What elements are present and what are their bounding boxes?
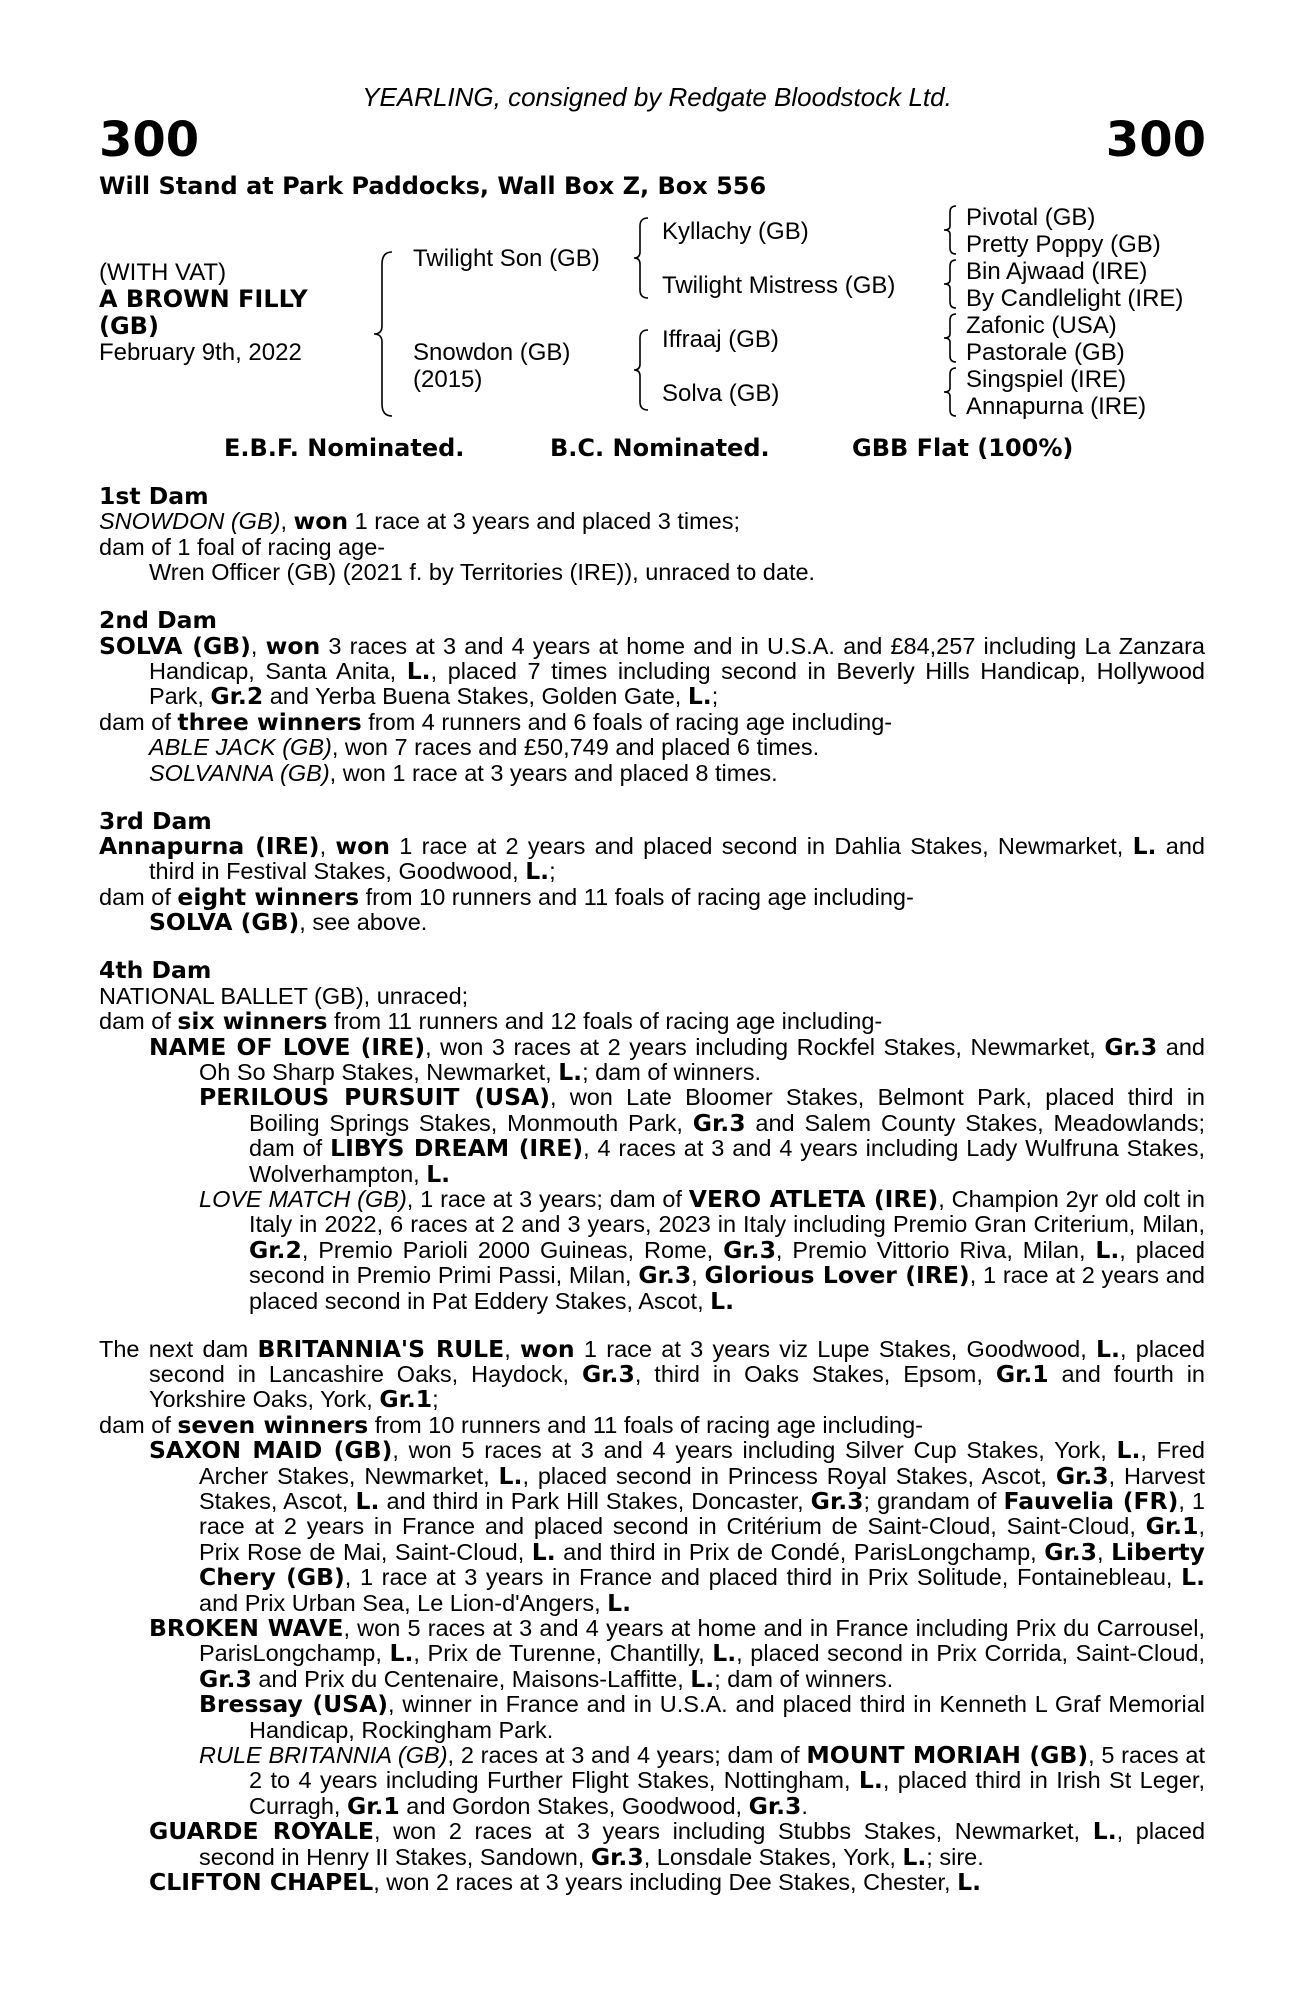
text-run: , placed 7 times including second in Beverly Hills Handicap, Hollywood Park, — [149, 658, 1205, 710]
text-run: , Fred Archer Stakes, Newmarket, — [199, 1437, 1205, 1489]
family-entry — [99, 1692, 1205, 1743]
text-run: , placed second in Princess Royal Stakes, Ascot, — [522, 1462, 1056, 1489]
text-run: , — [250, 632, 266, 659]
lot-number-left: 300 — [99, 112, 200, 168]
nomination-bc: B.C. Nominated. — [550, 434, 770, 462]
text-run: and third in Park Hill Stakes, Doncaster, — [379, 1488, 811, 1514]
pedigree-g4-3: Bin Ajwaad (IRE) — [966, 258, 1148, 285]
family-entry — [99, 707, 1205, 736]
pedigree-g4-4: By Candlelight (IRE) — [966, 285, 1184, 312]
bold-text: VERO ATLETA (IRE) — [688, 1184, 939, 1213]
text-run: , see above. — [299, 909, 428, 936]
bold-text: Gr.3 — [810, 1487, 864, 1515]
bold-text: Gr.3 — [692, 1108, 746, 1137]
family-entry — [99, 834, 1205, 885]
text-run: , Champion 2yr old colt in Italy in 2022, 6 races at 2 and 3 years, 2023 in Italy including Premio Gran Criterium, Milan, — [249, 1185, 1205, 1238]
text-run: from 10 runners and 11 foals of racing age including- — [359, 883, 914, 910]
bold-text: Gr.2 — [249, 1235, 302, 1264]
text-run: ; grandam of — [863, 1488, 1004, 1514]
text-run: , placed second in Lancashire Oaks, Haydock, — [149, 1335, 1206, 1387]
family-entry — [99, 560, 1205, 585]
bold-text: L. — [531, 1537, 556, 1566]
text-run: ; — [711, 683, 719, 710]
family-entry — [99, 735, 1205, 760]
bold-text: SOLVA (GB) — [149, 908, 300, 937]
bold-text: Gr.3 — [723, 1235, 776, 1264]
bold-text: Gr.1 — [346, 1791, 400, 1820]
dam-family-text — [99, 484, 1205, 1896]
dam-section — [99, 1334, 1206, 1897]
text-run: and third in Prix de Condé, ParisLongchamp, — [555, 1538, 1045, 1565]
text-run: ; dam of winners. — [714, 1665, 894, 1692]
bold-text: Gr.3 — [582, 1359, 635, 1388]
text-run: and Gordon Stakes, Goodwood, — [399, 1792, 749, 1819]
text-run: , — [504, 1335, 521, 1362]
bold-text: Gr.1 — [379, 1385, 433, 1414]
text-run: , Prix de Turenne, Chantilly, — [413, 1640, 713, 1667]
text-run: , Premio Parioli 2000 Guineas, Rome, — [301, 1236, 724, 1263]
pedigree-g4-5: Zafonic (USA) — [966, 312, 1117, 339]
text-run: . — [801, 1792, 808, 1819]
text-run: , won 5 races at 3 and 4 years including Silver Cup Stakes, York, — [392, 1437, 1117, 1464]
bold-text: L. — [558, 1057, 583, 1086]
text-run: , 1 race at 3 years; dam of — [406, 1185, 689, 1212]
bold-text: L. — [389, 1639, 414, 1668]
bold-text: L. — [1096, 1334, 1120, 1363]
bold-text: L. — [426, 1159, 451, 1188]
bold-text: eight winners — [177, 882, 360, 911]
bold-text: L. — [355, 1487, 380, 1515]
nomination-ebf: E.B.F. Nominated. — [224, 434, 465, 462]
family-entry — [99, 1032, 1205, 1086]
dam-section — [99, 806, 1205, 937]
text-run: , 5 races at 2 to 4 years including Further Flight Stakes, Nottingham, — [249, 1742, 1205, 1794]
pedigree-g4-2: Pretty Poppy (GB) — [966, 231, 1161, 258]
pedigree-bracket-g4-1 — [940, 204, 960, 256]
text-run: ; — [549, 858, 556, 885]
dam-section — [99, 608, 1205, 786]
text-run: from 4 runners and 6 foals of racing age including- — [361, 708, 893, 735]
pedigree-dam-dam: Solva (GB) — [662, 380, 780, 407]
bold-text: SAXON MAID (GB) — [149, 1436, 393, 1465]
foaling-date: February 9th, 2022 — [99, 339, 302, 366]
family-entry — [99, 535, 1205, 560]
pedigree-sire: Twilight Son (GB) — [413, 245, 600, 272]
text-run: NATIONAL BALLET (GB), unraced; — [99, 982, 469, 1009]
family-entry — [99, 1616, 1205, 1692]
text-run: , won 7 races and £50,749 and placed 6 times. — [331, 734, 820, 761]
bold-text: L. — [1116, 1436, 1141, 1465]
text-run: and Prix Urban Sea, Le Lion-d'Angers, — [199, 1589, 608, 1616]
dam-section — [99, 958, 1205, 1314]
subject-title-line2: (GB) — [99, 312, 159, 340]
text-run: The next dam — [99, 1335, 258, 1362]
bold-text: GUARDE ROYALE — [149, 1817, 374, 1846]
text-run: from 10 runners and 11 foals of racing age including- — [368, 1411, 923, 1438]
pedigree-g4-6: Pastorale (GB) — [966, 339, 1125, 366]
pedigree-bracket-gen1 — [368, 250, 398, 418]
text-run: , Prix Rose de Mai, Saint-Cloud, — [199, 1513, 1205, 1565]
text-run: and fourth in Yorkshire Oaks, York, — [149, 1360, 1205, 1413]
bold-text: Gr.3 — [638, 1261, 692, 1290]
bold-text: MOUNT MORIAH (GB) — [806, 1741, 1089, 1770]
text-run: and third in Festival Stakes, Goodwood, — [149, 833, 1205, 885]
text-run: , placed second in Henry II Stakes, Sandown, — [199, 1818, 1206, 1870]
text-run: , won 2 races at 3 years including Stubbs Stakes, Newmarket, — [373, 1818, 1093, 1845]
text-run: dam of — [99, 1008, 178, 1035]
subject-title-line1: A BROWN FILLY — [99, 285, 308, 313]
bold-text: Gr.1 — [995, 1359, 1049, 1388]
bold-text: six winners — [177, 1007, 328, 1036]
family-entry — [99, 1085, 1205, 1187]
text-run: , won Late Bloomer Stakes, Belmont Park, placed third in Boiling Springs Stakes, Monmouth Park, — [249, 1084, 1205, 1136]
family-entry — [99, 509, 1205, 534]
bold-text: L. — [1092, 1817, 1117, 1846]
text-run: 3 races at 3 and 4 years at home and in U.S.A. and £84,257 including La Zanzara Handicap, Santa Anita, — [149, 632, 1205, 685]
text-run: 1 race at 2 years and placed second in Dahlia Stakes, Newmarket, — [389, 833, 1133, 860]
text-run: , 1 race at 3 years in France and placed third in Prix Solitude, Fontainebleau, — [344, 1564, 1182, 1591]
bold-text: Gr.1 — [1145, 1512, 1199, 1541]
family-entry — [99, 984, 1205, 1009]
pedigree-dam: Snowdon (GB) — [413, 339, 571, 366]
text-run: , — [1097, 1538, 1112, 1565]
lot-number-right: 300 — [1105, 112, 1206, 168]
text-run: 1 race at 3 years and placed 3 times; — [348, 508, 741, 535]
text-run: , placed second in Prix Corrida, Saint-Cloud, — [736, 1640, 1206, 1667]
pedigree-bracket-g4-3 — [940, 312, 960, 364]
family-entry — [99, 882, 1205, 911]
text-run: , — [691, 1262, 705, 1289]
bold-text: L. — [607, 1588, 632, 1617]
text-run: , won 5 races at 3 and 4 years at home and in France including Prix du Carrousel, ParisLongchamp, — [199, 1615, 1205, 1667]
pedigree-g4-1: Pivotal (GB) — [966, 204, 1096, 231]
bold-text: Gr.3 — [1044, 1537, 1098, 1566]
text-run: and Oh So Sharp Stakes, Newmarket, — [199, 1033, 1205, 1085]
text-run: dam of — [99, 1411, 178, 1438]
family-entry — [99, 1334, 1206, 1414]
text-run: , Lonsdale Stakes, York, — [643, 1843, 903, 1870]
stand-location: Will Stand at Park Paddocks, Wall Box Z, Box 556 — [99, 172, 767, 200]
family-entry — [99, 1438, 1205, 1616]
bold-text: L. — [1095, 1235, 1120, 1264]
pedigree-g4-7: Singspiel (IRE) — [966, 366, 1127, 393]
pedigree-sire-sire: Kyllachy (GB) — [662, 218, 809, 245]
bold-text: seven winners — [177, 1410, 369, 1439]
family-entry — [99, 1009, 1205, 1034]
bold-text: L. — [690, 1664, 715, 1693]
bold-text: L. — [710, 1286, 735, 1315]
bold-text: won — [335, 832, 390, 861]
bold-text: L. — [1181, 1563, 1205, 1592]
text-run: dam of — [99, 708, 178, 735]
italic-text: ABLE JACK (GB) — [149, 734, 332, 761]
bold-text: SOLVA (GB) — [99, 631, 251, 660]
bold-text: Annapurna (IRE) — [99, 832, 320, 861]
pedigree-bracket-sire — [630, 216, 652, 300]
bold-text: won — [520, 1334, 575, 1363]
pedigree-sire-dam: Twilight Mistress (GB) — [662, 272, 896, 299]
text-run: , Premio Vittorio Riva, Milan, — [775, 1236, 1096, 1263]
family-entry — [99, 1184, 1205, 1315]
text-run: Wren Officer (GB) (2021 f. by Territories (IRE)), unraced to date. — [149, 559, 816, 586]
text-run: 1 race at 3 years viz Lupe Stakes, Goodwood, — [574, 1335, 1097, 1362]
pedigree-bracket-g4-4 — [940, 366, 960, 418]
pedigree-g4-8: Annapurna (IRE) — [966, 393, 1147, 420]
pedigree-dam-sire: Iffraaj (GB) — [662, 326, 779, 353]
text-run: , won 2 races at 3 years including Dee Stakes, Chester, — [373, 1869, 958, 1896]
bold-text: L. — [1132, 832, 1157, 861]
text-run: , Harvest Stakes, Ascot, — [199, 1462, 1205, 1514]
section-heading: 3rd Dam — [99, 806, 212, 835]
text-run: ; sire. — [926, 1843, 984, 1870]
bold-text: three winners — [177, 707, 362, 736]
bold-text: Fauvelia (FR) — [1003, 1487, 1179, 1515]
family-entry — [99, 1743, 1205, 1819]
pedigree-dam-year: (2015) — [413, 366, 483, 393]
bold-text: Gr.3 — [199, 1664, 252, 1693]
italic-text: SOLVANNA (GB) — [149, 759, 330, 786]
pedigree-bracket-dam — [630, 328, 652, 412]
bold-text: L. — [525, 857, 550, 886]
bold-text: L. — [858, 1766, 883, 1795]
bold-text: BROKEN WAVE — [149, 1614, 344, 1643]
section-heading: 1st Dam — [99, 482, 209, 510]
bold-text: Gr.3 — [1055, 1461, 1109, 1490]
family-entry — [99, 1870, 1205, 1895]
text-run: , 1 race at 2 years in France and placed second in Critérium de Saint-Cloud, Saint-Cloud, — [199, 1488, 1205, 1540]
text-run: , third in Oaks Stakes, Epsom, — [634, 1360, 996, 1387]
italic-text: LOVE MATCH (GB) — [199, 1185, 407, 1212]
text-run: from 11 runners and 12 foals of racing age including- — [327, 1008, 883, 1035]
italic-text: RULE BRITANNIA (GB) — [199, 1742, 448, 1769]
nomination-gbb: GBB Flat (100%) — [852, 434, 1074, 462]
text-run: ; — [432, 1386, 439, 1413]
bold-text: CLIFTON CHAPEL — [149, 1868, 374, 1897]
vat-note: (WITH VAT) — [99, 259, 227, 286]
family-entry — [99, 1410, 1205, 1439]
consignment-line: YEARLING, consigned by Redgate Bloodstock Ltd. — [362, 82, 952, 112]
section-heading: 2nd Dam — [99, 606, 217, 635]
text-run: dam of — [99, 883, 178, 910]
text-run: , won 3 races at 2 years including Rockfel Stakes, Newmarket, — [425, 1033, 1105, 1060]
bold-text: PERILOUS PURSUIT (USA) — [199, 1083, 550, 1112]
bold-text: L. — [712, 1639, 737, 1668]
text-run: ; dam of winners. — [582, 1058, 762, 1085]
bold-text: won — [265, 631, 321, 660]
bold-text: Gr.3 — [1104, 1032, 1158, 1061]
text-run: , — [280, 508, 294, 535]
text-run: and Yerba Buena Stakes, Golden Gate, — [263, 683, 688, 710]
text-run: , 4 races at 3 and 4 years including Lady Wulfruna Stakes, Wolverhampton, — [249, 1135, 1205, 1187]
bold-text: L. — [687, 682, 712, 711]
bold-text: L. — [498, 1461, 523, 1490]
bold-text: Gr.2 — [210, 682, 264, 711]
bold-text: L. — [902, 1842, 927, 1871]
pedigree-bracket-g4-2 — [940, 258, 960, 310]
bold-text: BRITANNIA'S RULE — [257, 1334, 505, 1363]
text-run: , placed second in Premio Primi Passi, Milan, — [249, 1236, 1205, 1289]
family-entry — [99, 761, 1205, 786]
bold-text: won — [293, 507, 349, 536]
family-entry — [99, 1819, 1205, 1870]
bold-text: Glorious Lover (IRE) — [704, 1261, 970, 1290]
italic-text: SNOWDON (GB) — [99, 508, 281, 535]
bold-text: Gr.3 — [590, 1842, 644, 1871]
text-run: dam of 1 foal of racing age- — [99, 533, 386, 560]
text-run: , winner in France and in U.S.A. and placed third in Kenneth L Graf Memorial Handicap, Rockingham Park. — [249, 1691, 1205, 1743]
bold-text: Liberty Chery (GB) — [199, 1537, 1205, 1592]
bold-text: L. — [957, 1868, 982, 1897]
family-entry — [99, 910, 1205, 935]
dam-section — [99, 484, 1205, 586]
text-run: , 2 races at 3 and 4 years; dam of — [447, 1742, 807, 1769]
bold-text: L. — [406, 657, 431, 686]
bold-text: Bressay (USA) — [199, 1690, 389, 1719]
bold-text: LIBYS DREAM (IRE) — [330, 1134, 584, 1163]
text-run: , 1 race at 2 years and placed second in Pat Eddery Stakes, Ascot, — [249, 1262, 1205, 1314]
section-heading: 4th Dam — [99, 956, 212, 985]
family-entry — [99, 631, 1205, 711]
bold-text: Gr.3 — [748, 1791, 802, 1820]
text-run: , — [319, 833, 336, 860]
text-run: , placed third in Irish St Leger, Curragh, — [249, 1767, 1205, 1819]
text-run: and Salem County Stakes, Meadowlands; dam of — [249, 1109, 1206, 1162]
text-run: and Prix du Centenaire, Maisons-Laffitte, — [251, 1665, 691, 1692]
bold-text: NAME OF LOVE (IRE) — [149, 1032, 426, 1061]
text-run: , won 1 race at 3 years and placed 8 times. — [329, 759, 778, 786]
